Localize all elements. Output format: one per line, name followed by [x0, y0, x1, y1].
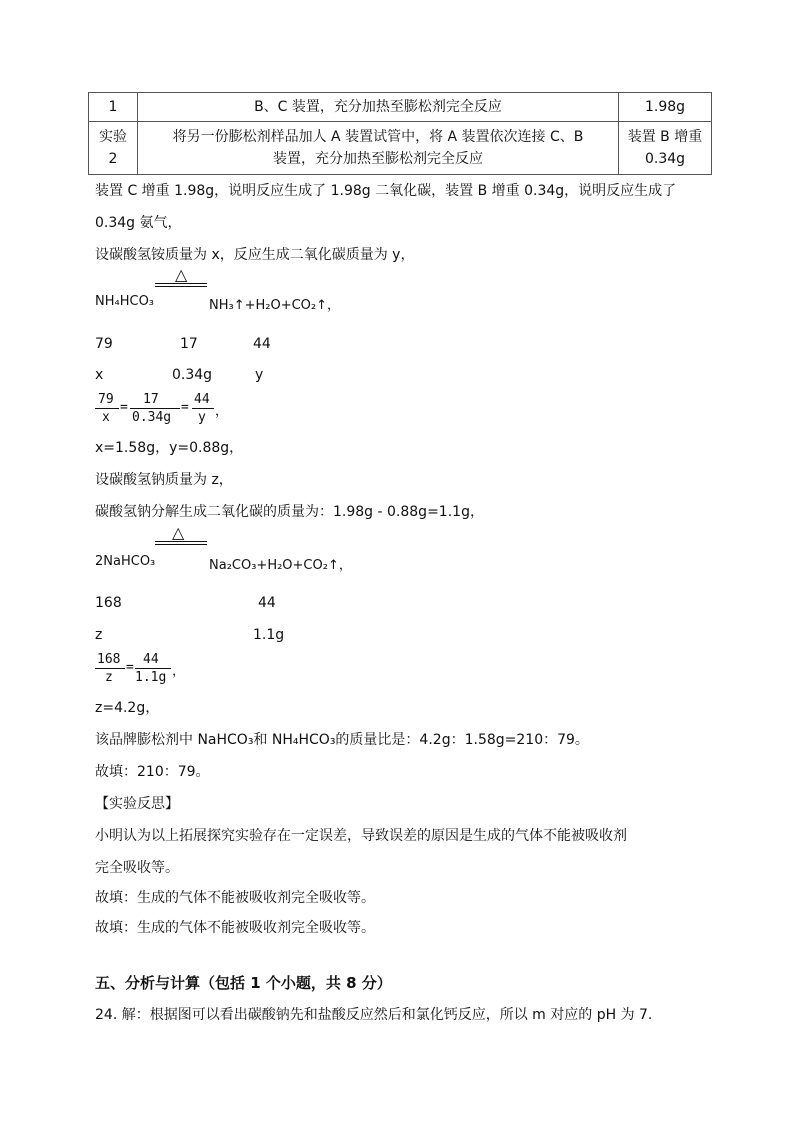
table-cell-label	[89, 122, 138, 175]
fill-answer-1: 故填：210：79。	[95, 764, 210, 780]
result-z: z=4.2g，	[95, 700, 160, 716]
content-top: 将另一份膨松剂样品加人 A 装置试管中，将 A 装置依次连接 C、B	[172, 129, 584, 145]
frac2-denominator: 0.34g	[132, 410, 172, 425]
para1-line2: 0.34g 氨气，	[95, 215, 182, 231]
eq2-var-1: z	[95, 627, 103, 643]
eq1-var-2: 0.34g	[172, 367, 213, 383]
set-z-line: 设碳酸氢钠质量为 z，	[95, 472, 233, 488]
eq1-products: NH₃↑+H₂O+CO₂↑，	[209, 298, 341, 313]
table-cell-result: 1.98g	[619, 93, 712, 122]
content-bottom: 装置，充分加热至膨松剂完全反应	[273, 151, 483, 167]
label-top: 实验	[99, 129, 127, 145]
eq2-mass-2: 44	[258, 595, 276, 611]
frac1-numerator: 79	[98, 392, 114, 407]
frac1-bar	[95, 668, 125, 669]
frac3-numerator: 44	[194, 392, 210, 407]
experiment-table	[88, 92, 712, 175]
frac3-bar	[192, 408, 214, 409]
reflection-heading: 【实验反思】	[95, 796, 179, 812]
set-x-y-line: 设碳酸氢铵质量为 x，反应生成二氧化碳质量为 y，	[95, 247, 415, 263]
frac2-numerator: 44	[143, 652, 159, 667]
eq1-mass-1: 79	[95, 336, 113, 352]
eq2-products: Na₂CO₃+H₂O+CO₂↑，	[209, 558, 352, 573]
frac2-numerator: 17	[143, 392, 159, 407]
table-row	[89, 122, 712, 175]
frac1-numerator: 168	[97, 652, 121, 667]
result-x-y: x=1.58g，y=0.88g，	[95, 440, 244, 456]
eq2-reactant: 2NaHCO₃	[95, 554, 156, 569]
fill-answer-3: 故填：生成的气体不能被吸收剂完全吸收等。	[95, 920, 375, 936]
eq1-reactant: NH₄HCO₃	[95, 294, 155, 309]
equation-bar-top	[155, 283, 207, 284]
para1-line1: 装置 C 增重 1.98g，说明反应生成了 1.98g 二氧化碳，装置 B 增重 0.34g，说明反应生成了	[95, 183, 677, 199]
table-cell-content	[138, 122, 619, 175]
fill-answer-2: 故填：生成的气体不能被吸收剂完全吸收等。	[95, 890, 375, 906]
frac1-denominator: z	[105, 670, 113, 685]
table-cell-result	[619, 122, 712, 175]
question-24: 24. 解：根据图可以看出碳酸钠先和盐酸反应然后和氯化钙反应，所以 m 对应的 pH 为 7.	[95, 1007, 653, 1023]
frac3-denominator: y	[198, 410, 206, 425]
frac2-bar	[135, 668, 171, 669]
eq1-var-1: x	[95, 367, 104, 383]
table-row	[89, 93, 712, 122]
equation-bar-bottom	[155, 286, 207, 287]
eq2-mass-1: 168	[95, 595, 122, 611]
eq1-mass-2: 17	[180, 336, 198, 352]
eq1-var-3: y	[255, 367, 264, 383]
frac1-bar	[95, 408, 119, 409]
co2-mass-line: 碳酸氢钠分解生成二氧化碳的质量为：1.98g - 0.88g=1.1g，	[95, 504, 484, 520]
mass-ratio-line: 该品牌膨松剂中 NaHCO₃和 NH₄HCO₃的质量比是：4.2g：1.58g=210：79。	[95, 732, 589, 748]
frac1-denominator: x	[102, 410, 110, 425]
table-cell-content: B、C 装置，充分加热至膨松剂完全反应	[138, 93, 619, 122]
result-top: 装置 B 增重	[627, 129, 703, 145]
heat-condition-symbol: △	[175, 265, 188, 284]
heat-condition-symbol: △	[172, 523, 185, 542]
section-heading: 五、分析与计算（包括 1 个小题，共 8 分）	[95, 974, 392, 992]
frac2-bar	[130, 408, 180, 409]
eq1-mass-3: 44	[253, 336, 271, 352]
reflection-line2: 完全吸收等。	[95, 860, 179, 876]
result-bottom: 0.34g	[644, 151, 686, 167]
equation-bar-top	[155, 541, 207, 542]
equation-bar-bottom	[155, 544, 207, 545]
table-cell-label: 1	[89, 93, 138, 122]
frac2-denominator: 1.1g	[135, 670, 167, 685]
eq2-var-2: 1.1g	[253, 627, 285, 643]
reflection-line1: 小明认为以上拓展探究实验存在一定误差，导致误差的原因是生成的气体不能被吸收剂	[95, 828, 627, 844]
label-bottom: 2	[108, 151, 118, 167]
